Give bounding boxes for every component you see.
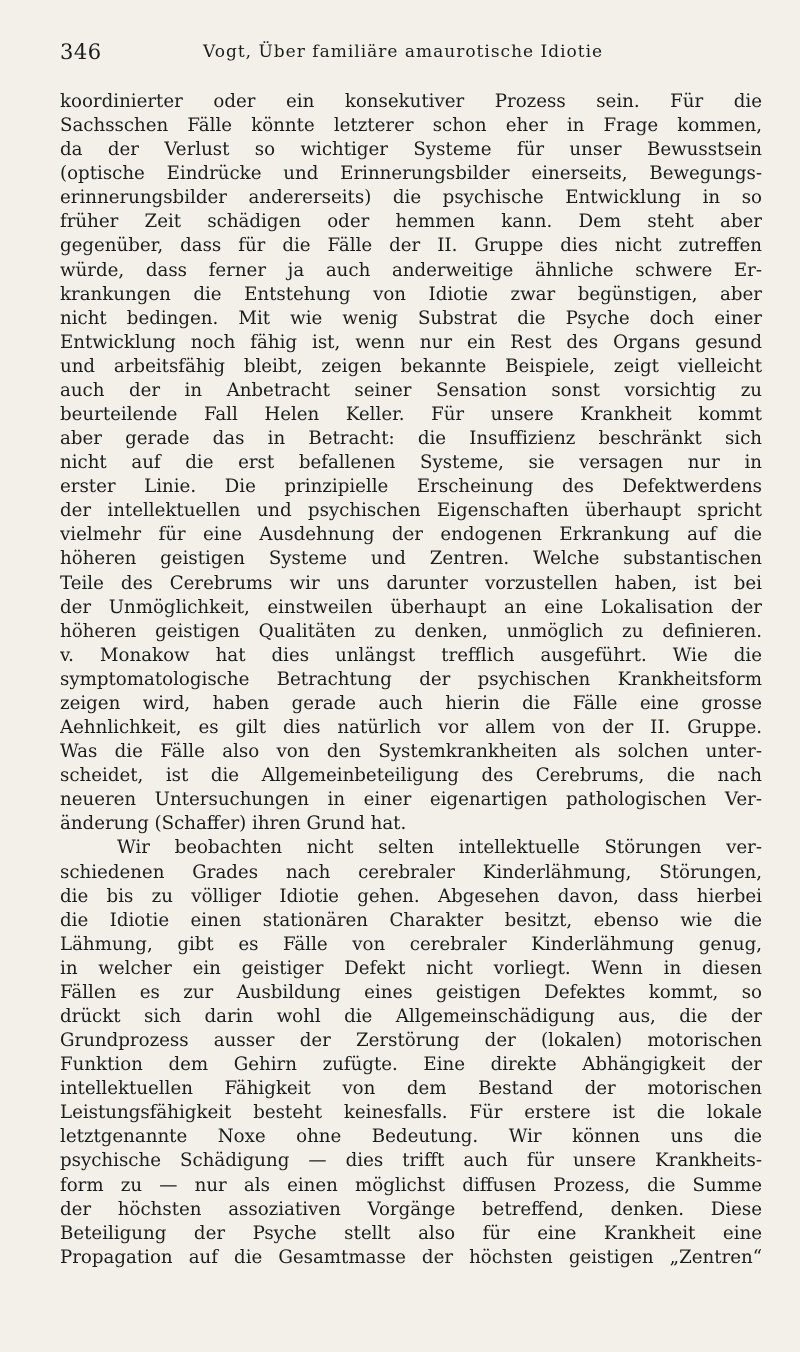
text-line: der intellektuellen und psychischen Eigenschaften überhaupt spricht [60,500,762,522]
text-line: gegenüber, dass für die Fälle der II. Gruppe dies nicht zutreffen [60,235,762,257]
text-line: krankungen die Entstehung von Idiotie zwar begünstigen, aber [60,283,762,305]
text-line: symptomatologische Betrachtung der psychischen Krankheitsform [60,668,762,690]
text-line: Lähmung, gibt es Fälle von cerebraler Kinderlähmung genug, [60,933,762,955]
text-line: nicht auf die erst befallenen Systeme, sie versagen nur in [60,452,762,474]
text-line: in welcher ein geistiger Defekt nicht vorliegt. Wenn in diesen [60,957,762,979]
text-line: koordinierter oder ein konsekutiver Prozess sein. Für die [60,91,762,112]
text-line: form zu — nur als einen möglichst diffusen Prozess, die Summe [60,1174,762,1196]
text-line: Teile des Cerebrums wir uns darunter vorzustellen haben, ist bei [60,572,762,594]
text-line: scheidet, ist die Allgemeinbeteiligung des Cerebrums, die nach [60,765,762,787]
text-line: Propagation auf die Gesamtmasse der höchsten geistigen „Zentren“ [60,1246,762,1268]
text-line: Entwicklung noch fähig ist, wenn nur ein Rest des Organs gesund [60,331,762,353]
text-line: Leistungsfähigkeit besteht keinesfalls. Für erstere ist die lokale [60,1102,762,1124]
text-line: höheren geistigen Systeme und Zentren. Welche substantischen [60,548,762,570]
text-line: auch der in Anbetracht seiner Sensation sonst vorsichtig zu [60,379,762,401]
text-line: der höchsten assoziativen Vorgänge betreffend, denken. Diese [60,1198,762,1220]
text-line: v. Monakow hat dies unlängst trefflich ausgeführt. Wie die [60,644,762,666]
text-line: psychische Schädigung — dies trifft auch für unsere Krankheits- [60,1150,762,1172]
text-line: aber gerade das in Betracht: die Insuffizienz beschränkt sich [60,428,762,450]
text-line: erster Linie. Die prinzipielle Erscheinung des Defektwerdens [60,476,762,498]
text-line: erinnerungsbilder andererseits) die psychische Entwicklung in so [60,187,762,209]
text-line: neueren Untersuchungen in einer eigenartigen pathologischen Ver- [60,789,762,811]
page-number: 346 [60,40,102,64]
text-line: Sachsschen Fälle könnte letzterer schon eher in Frage kommen, [60,115,762,137]
text-line: nicht bedingen. Mit wie wenig Substrat die Psyche doch einer [60,307,762,329]
text-line: drückt sich darin wohl die Allgemeinschädigung aus, die der [60,1005,762,1027]
text-line: Fällen es zur Ausbildung eines geistigen Defektes kommt, so [60,981,762,1003]
text-line: schiedenen Grades nach cerebraler Kinderlähmung, Störungen, [60,861,762,883]
text-line: höheren geistigen Qualitäten zu denken, unmöglich zu definieren. [60,620,762,642]
book-page [0,38,800,1352]
text-line: vielmehr für eine Ausdehnung der endogenen Erkrankung auf die [60,524,762,546]
running-title: Vogt, Über familiäre amaurotische Idiotie [203,42,604,62]
text-line: die bis zu völliger Idiotie gehen. Abgesehen davon, dass hierbei [60,885,762,907]
text-line: Wir beobachten nicht selten intellektuelle Störungen ver- [117,837,762,859]
text-line: und arbeitsfähig bleibt, zeigen bekannte Beispiele, zeigt vielleicht [60,355,762,377]
text-line: würde, dass ferner ja auch anderweitige ähnliche schwere Er- [60,259,762,281]
running-head [60,38,762,78]
text-line: beurteilende Fall Helen Keller. Für unsere Krankheit kommt [60,404,762,426]
text-line: Funktion dem Gehirn zufügte. Eine direkte Abhängigkeit der [60,1054,762,1076]
text-line: da der Verlust so wichtiger Systeme für unser Bewusstsein [60,139,762,161]
text-line: Was die Fälle also von den Systemkrankheiten als solchen unter- [60,741,762,763]
text-line: die Idiotie einen stationären Charakter besitzt, ebenso wie die [60,909,762,931]
text-line: intellektuellen Fähigkeit von dem Bestand der motorischen [60,1078,762,1100]
text-line: der Unmöglichkeit, einstweilen überhaupt an eine Lokalisation der [60,596,762,618]
text-line: Grundprozess ausser der Zerstörung der (lokalen) motorischen [60,1030,762,1052]
text-line: zeigen wird, haben gerade auch hierin die Fälle eine grosse [60,692,762,714]
body-text [60,90,762,1270]
text-line: letztgenannte Noxe ohne Bedeutung. Wir können uns die [60,1126,762,1148]
text-line: Beteiligung der Psyche stellt also für eine Krankheit eine [60,1222,762,1244]
text-line: Aehnlichkeit, es gilt dies natürlich vor allem von der II. Gruppe. [60,717,762,739]
text-line: früher Zeit schädigen oder hemmen kann. Dem steht aber [60,211,762,233]
text-line: änderung (Schaffer) ihren Grund hat. [60,813,407,835]
text-line: (optische Eindrücke und Erinnerungsbilder einerseits, Bewegungs- [60,163,762,185]
